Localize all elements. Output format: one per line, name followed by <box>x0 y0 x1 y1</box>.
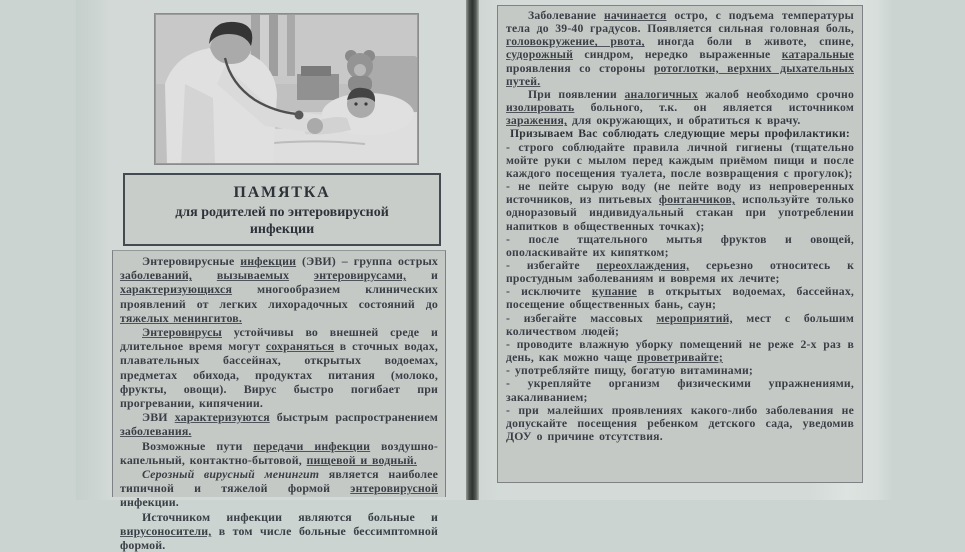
paragraph: Источником инфекции являются больные и вирусоносители, в том числе больные бессимптомной формой. <box>120 509 438 552</box>
paragraph: При появлении аналогичных жалоб необходимо срочно изолировать больного, т.к. он является источником заражения, для окружающих, и обратиться к врачу. <box>506 87 854 128</box>
paragraph: Энтеровирусные инфекции (ЭВИ) – группа острых заболеваний, вызываемых энтеровирусами, и характеризующихся многообразием клинических проявлений от легких лихорадочных состояний до тяжелых менингитов. <box>120 254 438 325</box>
right-page <box>479 0 893 500</box>
bullet-item: - избегайте массовых мероприятий, мест с большим количеством людей; <box>506 311 854 338</box>
bullet-item: - укрепляйте организм физическими упражнениями, закаливанием; <box>506 377 854 404</box>
bullet-item: - избегайте переохлаждения, серьезно относитесь к простудным заболеваниям и вовремя их лечите; <box>506 258 855 286</box>
paragraph: ЭВИ характеризуются быстрым распространением заболевания. <box>120 410 438 439</box>
paragraph: Возможные пути передачи инфекции воздушно-капельный, контактно-бытовой, пищевой и водный. <box>120 438 439 467</box>
bullet-item: - строго соблюдайте правила личной гигиены (тщательно мойте руки с мылом перед каждым приёмом пищи и после каждого посещения туалета, после возвращения с прогулок); <box>506 140 854 180</box>
right-page-text <box>497 5 863 483</box>
paragraph: Заболевание начинается остро, с подъема температуры тела до 39-40 градусов. Появляется сильная головная боль, головокружение, рвота, иногда боли в животе, спине, судорожный синдром, нередко выраженные катаральные проявления со стороны ротоглотки, верхних дыхательных путей. <box>506 9 854 88</box>
paragraph: Энтеровирусы устойчивы во внешней среде и длительное время могут сохраняться в сточных водах, плавательных бассейнах, открытых водоемах, предметах обихода, продуктах питания (молоко, фрукты, овощи). Вирус быстро погибает при прогревании, кипячении. <box>120 325 438 411</box>
bullet-item: - употребляйте пищу, богатую витаминами; <box>506 364 754 378</box>
section-heading: Призываем Вас соблюдать следующие меры профилактики: <box>510 127 850 141</box>
bullet-item: - после тщательного мытья фруктов и овощей, ополаскивайте их кипятком; <box>506 232 855 259</box>
document-subtitle: для родителей по энтеровирусной инфекции <box>175 205 389 237</box>
paragraph: Серозный вирусный менингит является наиболее типичной и тяжелой формой энтеровирусной инфекции. <box>120 467 439 510</box>
bullet-item: - исключите купание в открытых водоемах, бассейнах, посещение общественных бань, саун; <box>506 285 854 312</box>
bullet-item: - проводите влажную уборку помещений не реже 2-х раз в день, как можно чаще проветривайте; <box>506 337 855 365</box>
bullet-item: - не пейте сырую воду (не пейте воду из непроверенных источников, из питьевых фонтанчиков, используйте только одноразовый индивидуальный стакан при употреблении напитков в общественных точках); <box>506 180 855 233</box>
bullet-item: - при малейших проявлениях какого-либо заболевания не допускайте посещения ребенком детского сада, уведомив ДОУ о причине отсутствия. <box>506 403 855 443</box>
teddy-bear <box>345 50 375 92</box>
document-title: ПАМЯТКА <box>233 184 331 201</box>
title-box <box>123 173 441 246</box>
doctor-examining-child-photo <box>155 14 418 164</box>
left-page <box>76 0 467 552</box>
page-divider <box>466 0 479 500</box>
left-page-text <box>112 250 446 552</box>
